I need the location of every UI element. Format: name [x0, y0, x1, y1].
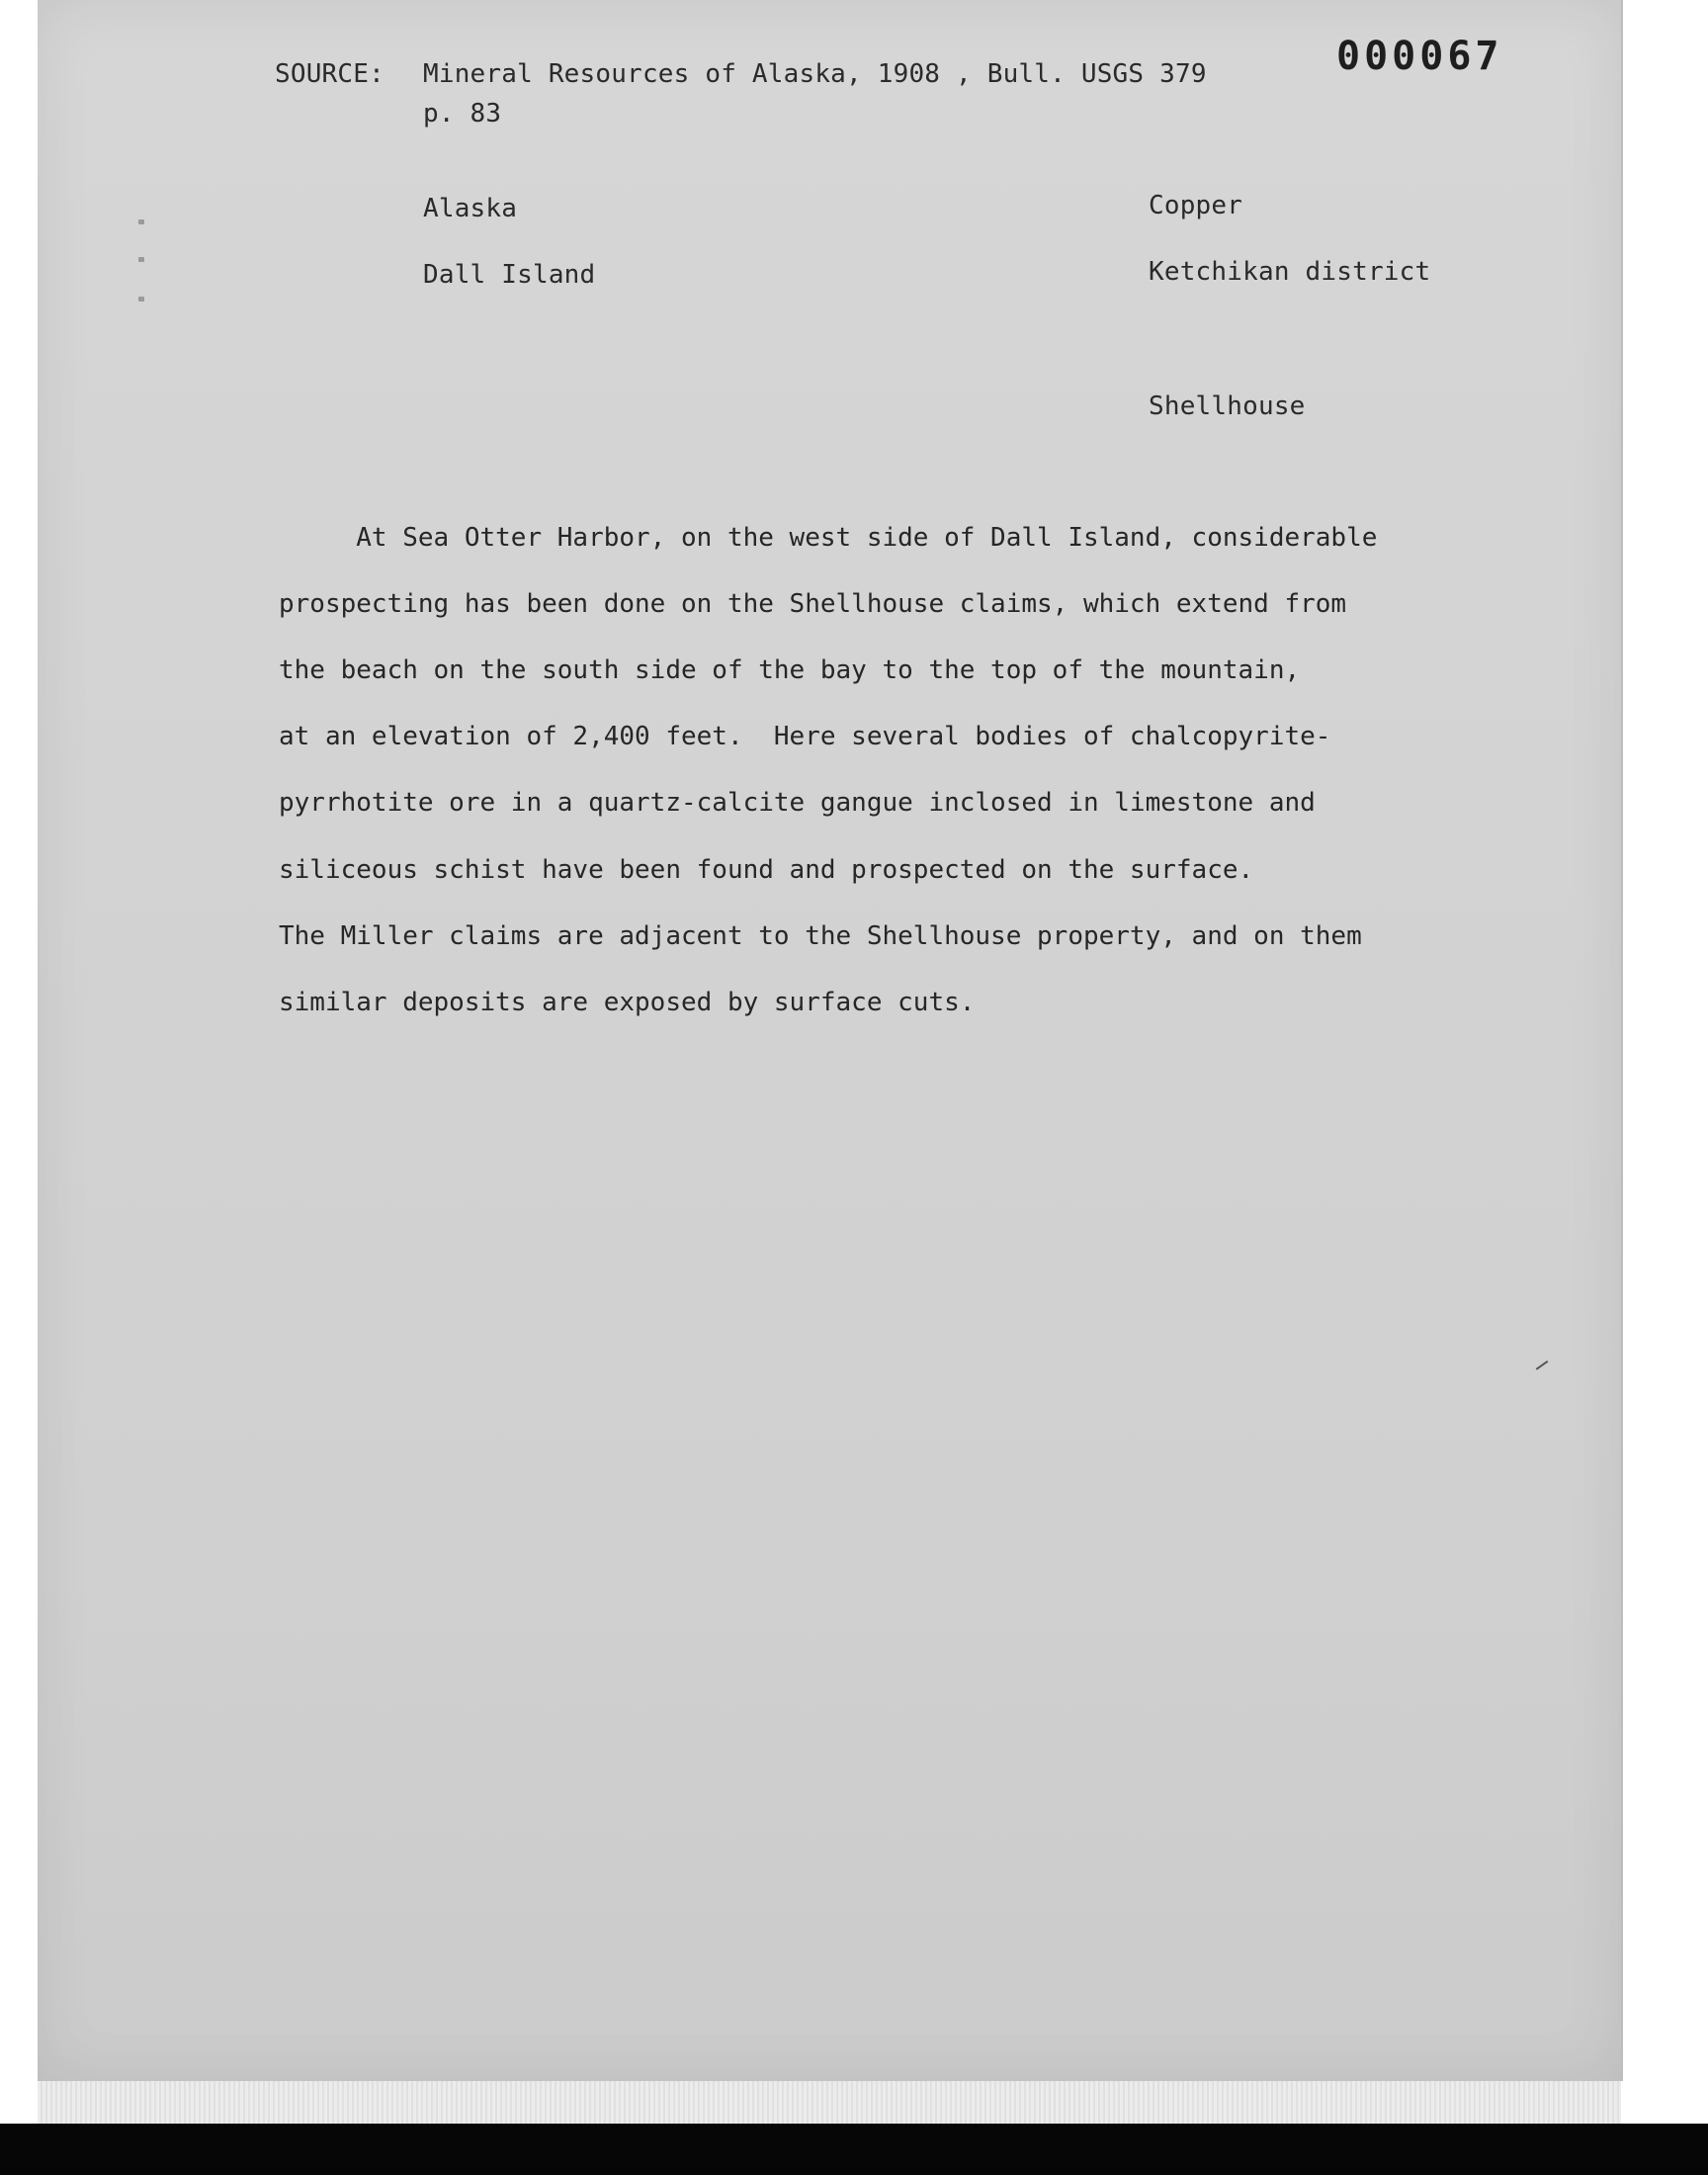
- location-label: Dall Island: [423, 260, 596, 290]
- margin-mark: [138, 257, 144, 262]
- body-line: at an elevation of 2,400 feet. Here several bodies of chalcopyrite-: [279, 722, 1331, 752]
- page-edge: [38, 2081, 1621, 2124]
- margin-mark: [138, 219, 144, 224]
- document-number: 000067: [1336, 34, 1503, 79]
- source-citation: Mineral Resources of Alaska, 1908 , Bull. USGS 379: [423, 59, 1207, 89]
- body-line: similar deposits are exposed by surface cuts.: [279, 987, 976, 1017]
- state-label: Alaska: [423, 194, 518, 223]
- body-line: siliceous schist have been found and prospected on the surface.: [279, 854, 1254, 885]
- district-label: Ketchikan district: [1149, 257, 1431, 287]
- margin-mark: [138, 297, 144, 302]
- source-label: SOURCE:: [275, 59, 384, 89]
- body-paragraph: [279, 488, 1377, 1053]
- body-line: At Sea Otter Harbor, on the west side of Dall Island, considerable: [279, 522, 1378, 553]
- property-name: Shellhouse: [1149, 392, 1306, 421]
- body-line: prospecting has been done on the Shellhouse claims, which extend from: [279, 588, 1347, 619]
- body-line: pyrrhotite ore in a quartz-calcite gangue inclosed in limestone and: [279, 788, 1316, 819]
- body-line: The Miller claims are adjacent to the Shellhouse property, and on them: [279, 920, 1362, 951]
- scan-border: [0, 2124, 1708, 2175]
- body-line: the beach on the south side of the bay to the top of the mountain,: [279, 654, 1301, 685]
- commodity-label: Copper: [1149, 191, 1243, 220]
- source-page: p. 83: [423, 99, 502, 129]
